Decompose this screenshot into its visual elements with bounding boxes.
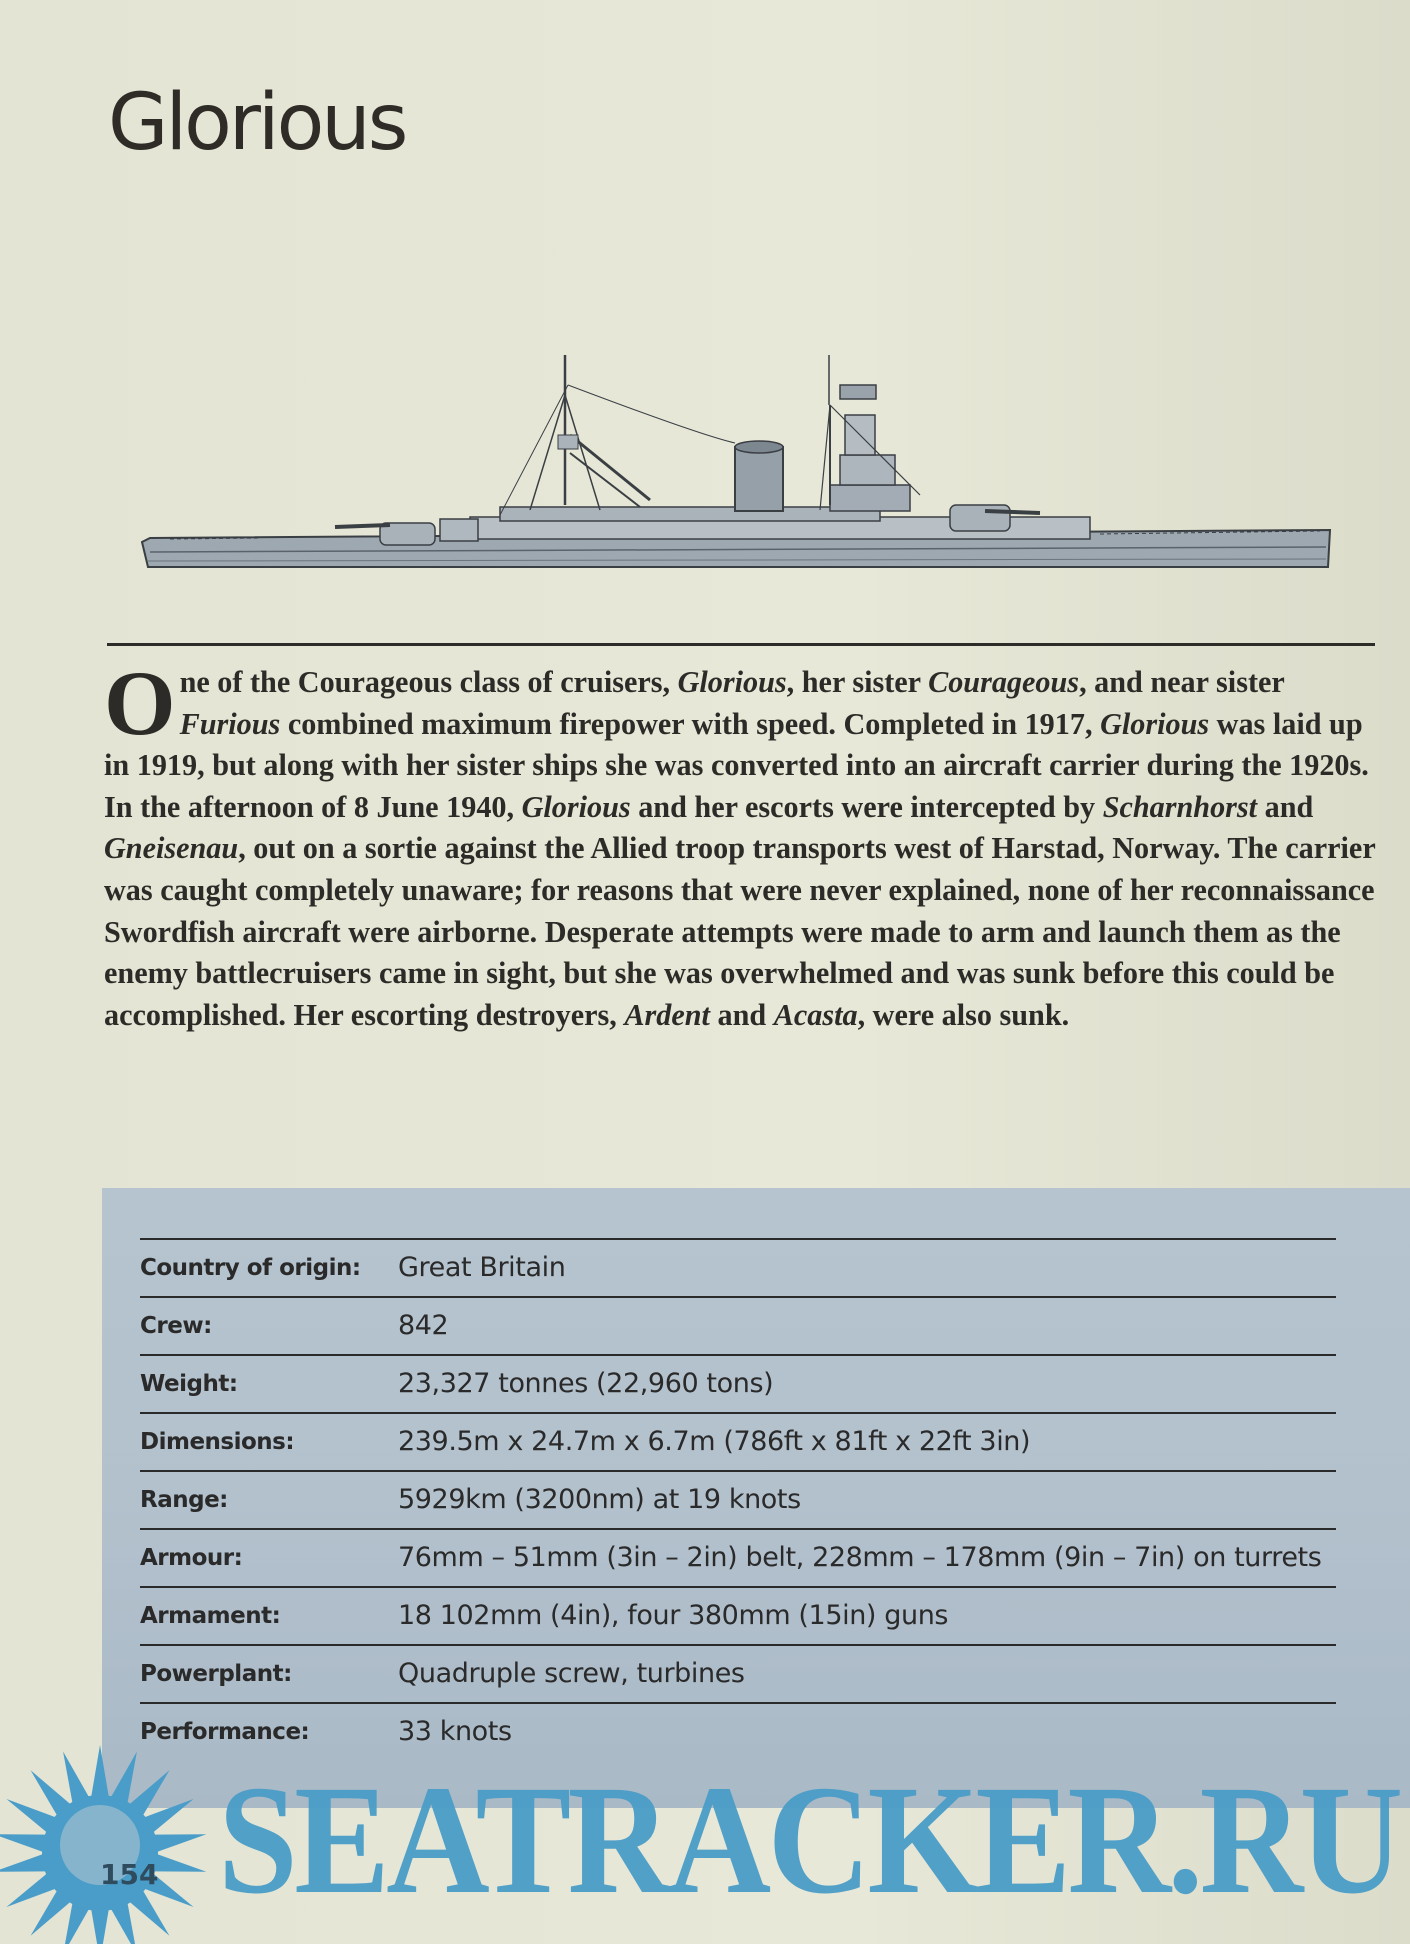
spec-label: Performance: <box>140 1719 310 1745</box>
ship-name: Ardent <box>624 997 710 1032</box>
spec-value: 33 knots <box>398 1716 512 1747</box>
spec-value: 5929km (3200nm) at 19 knots <box>398 1484 801 1515</box>
spec-row <box>140 1355 1336 1413</box>
text-run: ne of the Courageous class of cruisers, <box>179 665 678 699</box>
spec-value: Great Britain <box>398 1252 566 1283</box>
description-paragraph <box>104 652 1376 1036</box>
spec-row <box>140 1239 1336 1297</box>
spec-label: Powerplant: <box>140 1661 292 1687</box>
spec-row <box>140 1297 1336 1355</box>
specifications-table <box>140 1238 1336 1760</box>
spec-row <box>140 1413 1336 1471</box>
ship-name: Glorious <box>1100 706 1210 741</box>
ship-name: Furious <box>179 706 281 741</box>
spec-label: Armour: <box>140 1545 243 1571</box>
spec-label: Armament: <box>140 1603 281 1629</box>
spec-label: Dimensions: <box>140 1429 295 1455</box>
spec-row <box>140 1645 1336 1703</box>
watermark-text: SEATRACKER.RU <box>218 1753 1400 1926</box>
spec-value: 76mm – 51mm (3in – 2in) belt, 228mm – 178mm (9in – 7in) on turrets <box>398 1542 1322 1573</box>
spec-label: Country of origin: <box>140 1255 361 1281</box>
spec-label: Weight: <box>140 1371 238 1397</box>
text-run: , were also sunk. <box>857 997 1070 1032</box>
drop-cap: O <box>104 652 176 754</box>
page-number: 154 <box>100 1858 159 1891</box>
text-run: , out on a sortie against the Allied troop transports west of Harstad, Norway. The carrier was caught completely unaware; for reasons that were never explained, none of her reconnaissance Swordfish aircraft were airborne. Desperate attempts were made to arm and launch them as the enemy battlecruisers came in sight, but she was overwhelmed and was sunk before this could be accomplished. Her escorting destroyers, <box>104 831 1376 1032</box>
ship-profile-illustration <box>140 335 1335 575</box>
ship-name: Scharnhorst <box>1102 789 1258 824</box>
ship-name: Gneisenau <box>104 831 239 866</box>
text-run: and <box>1257 789 1314 824</box>
section-divider <box>107 643 1375 646</box>
text-run: and <box>709 997 774 1032</box>
specifications-panel <box>102 1188 1410 1808</box>
ship-name: Acasta <box>773 997 858 1032</box>
spec-label: Range: <box>140 1487 228 1513</box>
text-run: , and near sister <box>1079 665 1285 699</box>
spec-value: 18 102mm (4in), four 380mm (15in) guns <box>398 1600 949 1631</box>
spec-row <box>140 1587 1336 1645</box>
ship-name: Glorious <box>521 789 631 824</box>
text-run: and her escorts were intercepted by <box>630 789 1103 824</box>
text-run: , her sister <box>786 665 929 699</box>
spec-value: 239.5m x 24.7m x 6.7m (786ft x 81ft x 22ft 3in) <box>398 1426 1031 1457</box>
spec-value: 842 <box>398 1310 449 1341</box>
text-run: combined maximum firepower with speed. Completed in 1917, <box>280 706 1101 741</box>
text-run: was laid up in 1919, but along with her sister ships she was converted into an aircraft carrier during the 1920s. In the afternoon of 8 June 1940, <box>104 706 1369 824</box>
page-title: Glorious <box>108 78 406 168</box>
ship-name: Glorious <box>677 665 787 699</box>
spec-row <box>140 1529 1336 1587</box>
spec-row <box>140 1471 1336 1529</box>
spec-value: 23,327 tonnes (22,960 tons) <box>398 1368 774 1399</box>
spec-value: Quadruple screw, turbines <box>398 1658 745 1689</box>
ship-name: Courageous <box>928 665 1080 699</box>
spec-label: Crew: <box>140 1313 212 1339</box>
